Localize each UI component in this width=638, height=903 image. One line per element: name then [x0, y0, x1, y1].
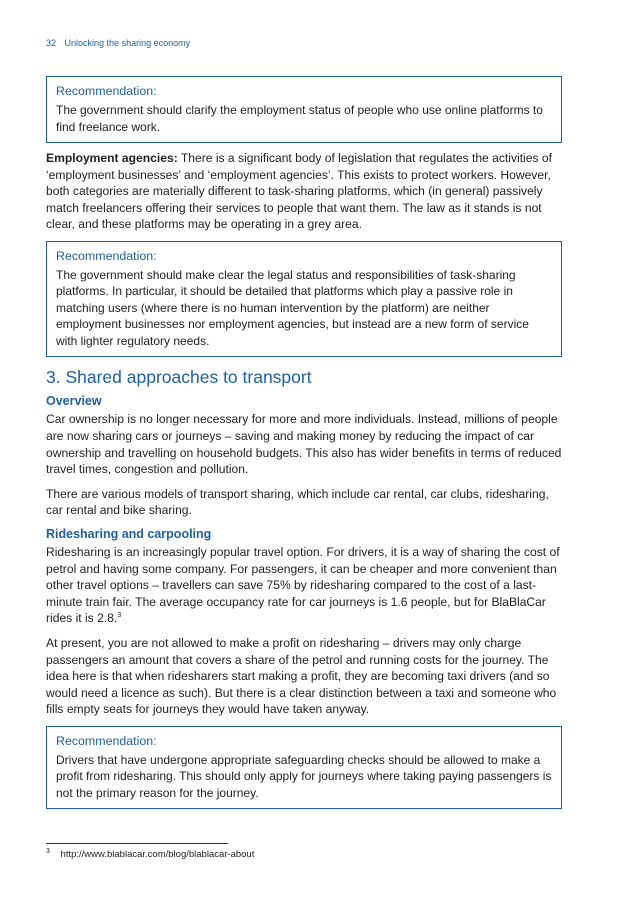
footnote-divider: [46, 843, 228, 844]
overview-heading: Overview: [46, 394, 102, 409]
paragraph-lead: Employment agencies:: [46, 151, 178, 165]
ridesharing-heading: Ridesharing and carpooling: [46, 527, 212, 542]
recommendation-box-1: [46, 76, 562, 143]
overview-paragraph-1: Car ownership is no longer necessary for more and more individuals. Instead, millions of people are now sharing cars or journeys – saving and making money by reducing the impact of car ownership and travelling on household budgets. This also has wider benefits in terms of reduced travel times, congestion and pollution.: [46, 412, 562, 477]
paragraph-body: There is a significant body of legislation that regulates the activities of ‘employment businesses’ and ‘employment agencies’. This exists to protect workers. However, both categories are materially different to task-sharing platforms, which (in general) passively match freelancers offering their services to people that want them. The law as it stands is not clear, and these platforms may be operating in a grey area.: [46, 151, 552, 232]
employment-agencies-paragraph: [46, 150, 562, 233]
running-title: Unlocking the sharing economy: [64, 38, 191, 48]
recommendation-text: Drivers that have undergone appropriate safeguarding checks should be allowed to make a profit from ridesharing. This should only apply for journeys where taking paying passengers is not the primary reason for the journey.: [56, 752, 552, 800]
recommendation-text: The government should clarify the employment status of people who use online platforms to find freelance work.: [56, 103, 543, 134]
recommendation-box-2: [46, 241, 562, 358]
footnote-reference[interactable]: 3: [117, 612, 122, 620]
recommendation-title: Recommendation:: [56, 248, 157, 263]
footnote-link[interactable]: http://www.blablacar.com/blog/blablacar-about: [60, 849, 255, 861]
footnote-mark: 3: [46, 848, 50, 855]
page-header: [46, 38, 190, 48]
main-content: [46, 76, 562, 816]
recommendation-text: The government should make clear the legal status and responsibilities of task-sharing platforms. In particular, it should be detailed that platforms which play a passive role in matching users (where there is no human intervention by the platform) are neither employment businesses nor employment agencies, but instead are a new form of service with lighter regulatory needs.: [56, 267, 529, 348]
section-heading: 3. Shared approaches to transport: [46, 367, 312, 388]
footnote: [46, 848, 254, 860]
overview-paragraph-2: There are various models of transport sharing, which include car rental, car clubs, ridesharing, car rental and bike sharing.: [46, 486, 549, 518]
recommendation-title: Recommendation:: [56, 84, 157, 98]
ridesharing-paragraph-2: At present, you are not allowed to make a profit on ridesharing – drivers may only charge passengers an amount that covers a share of the petrol and running costs for the journey. The idea here is that when ridesharers start making a profit, they are becoming taxi drivers (and so would need a licence as such). But there is a clear distinction between a taxi and someone who fills empty seats for journeys they would have taken anyway.: [46, 636, 557, 717]
ridesharing-paragraph-1: [46, 544, 562, 627]
page-number: 32: [46, 38, 57, 48]
paragraph-body: Ridesharing is an increasingly popular travel option. For drivers, it is a way of sharing the cost of petrol and having some company. For passengers, it can be cheaper and more convenient than other travel options – travellers can save 75% by ridesharing compared to the cost of a last-minute train fair. The average occupancy rate for car journeys is 1.6 people, but for BlaBlaCar rides it is 2.8.: [46, 545, 560, 626]
recommendation-box-3: [46, 726, 562, 810]
recommendation-title: Recommendation:: [56, 733, 157, 748]
